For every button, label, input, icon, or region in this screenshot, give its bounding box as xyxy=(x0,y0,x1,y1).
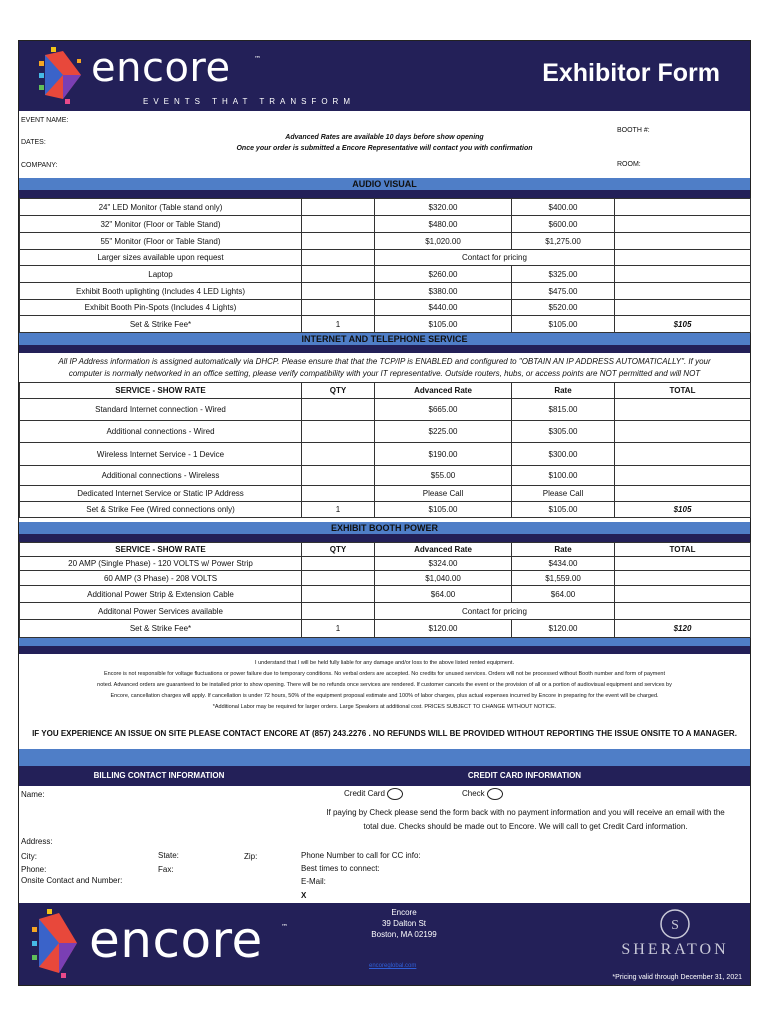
col-total: TOTAL xyxy=(615,543,751,557)
advanced-rate-cell: $380.00 xyxy=(375,283,512,300)
form-header xyxy=(19,41,750,111)
qty-cell[interactable] xyxy=(302,233,375,250)
item-cell: Dedicated Internet Service or Static IP Address xyxy=(20,486,302,502)
qty-cell[interactable] xyxy=(302,571,375,586)
advanced-rate-cell: $55.00 xyxy=(375,466,512,486)
address-city: Boston, MA 02199 xyxy=(371,930,437,939)
credit-card-label: Credit Card xyxy=(344,789,385,799)
total-cell[interactable] xyxy=(615,421,751,443)
rate-cell: $325.00 xyxy=(512,266,615,283)
total-cell[interactable] xyxy=(615,283,751,300)
rate-cell: $64.00 xyxy=(512,586,615,603)
total-cell[interactable] xyxy=(615,266,751,283)
state-label: State: xyxy=(158,851,179,860)
item-cell: Standard Internet connection - Wired xyxy=(20,399,302,421)
table-row xyxy=(20,199,751,216)
item-cell: 32" Monitor (Floor or Table Stand) xyxy=(20,216,302,233)
advanced-rate-cell: Please Call xyxy=(375,486,512,502)
table-row xyxy=(20,283,751,300)
check-instructions-line2: total due. Checks should be made out to Encore. We will call to get Credit Card information. xyxy=(363,822,688,831)
qty-cell[interactable] xyxy=(302,300,375,316)
rate-cell: $305.00 xyxy=(512,421,615,443)
section-divider-blue xyxy=(19,749,750,766)
advanced-rate-cell: $190.00 xyxy=(375,443,512,466)
pricing-validity-note: *Pricing valid through December 31, 2021 xyxy=(612,974,742,981)
rate-cell: $300.00 xyxy=(512,443,615,466)
section-divider xyxy=(19,190,750,198)
address-label: Address: xyxy=(21,837,53,846)
advanced-rate-cell: $1,040.00 xyxy=(375,571,512,586)
total-cell[interactable] xyxy=(615,466,751,486)
cc-phone-label: Phone Number to call for CC info: xyxy=(301,851,421,860)
qty-cell[interactable] xyxy=(302,486,375,502)
item-cell: Additonal Power Services available xyxy=(20,603,302,620)
rate-cell: $434.00 xyxy=(512,557,615,571)
col-advanced-rate: Advanced Rate xyxy=(375,543,512,557)
sheraton-crest-icon xyxy=(658,907,692,941)
room-label: ROOM: xyxy=(617,161,641,168)
total-cell[interactable] xyxy=(615,250,751,266)
qty-cell[interactable] xyxy=(302,250,375,266)
company-label: COMPANY: xyxy=(21,162,58,169)
sheraton-logo xyxy=(610,907,740,959)
advanced-rate-cell: $1,020.00 xyxy=(375,233,512,250)
qty-cell[interactable] xyxy=(302,466,375,486)
section-divider-blue xyxy=(19,638,750,646)
internet-table xyxy=(19,382,751,518)
qty-cell[interactable] xyxy=(302,443,375,466)
table-row xyxy=(20,399,751,421)
phone-label: Phone: xyxy=(21,865,47,874)
signature-mark: X xyxy=(301,891,307,900)
best-times-label: Best times to connect: xyxy=(301,864,380,873)
item-cell: Exhibit Booth Pin-Spots (Includes 4 Lights) xyxy=(20,300,302,316)
qty-cell[interactable]: 1 xyxy=(302,502,375,518)
table-row xyxy=(20,571,751,586)
table-row xyxy=(20,233,751,250)
credit-card-radio[interactable] xyxy=(387,788,403,800)
total-cell[interactable]: $105 xyxy=(615,502,751,518)
table-row xyxy=(20,603,751,620)
terms-line4: Encore, cancellation charges will apply. If cancellation is under 72 hours, 50% of the equipment proposal estimate and 100% of labor charges, plus actual expenses incurred by Encore in preparing for the event will be charged. xyxy=(110,693,659,699)
table-row xyxy=(20,557,751,571)
confirmation-note: Once your order is submitted a Encore Representative will contact you with confirmation xyxy=(236,145,533,152)
total-cell[interactable] xyxy=(615,216,751,233)
item-cell: Set & Strike Fee (Wired connections only) xyxy=(20,502,302,518)
advanced-rate-note: Advanced Rates are available 10 days before show opening xyxy=(285,134,484,141)
advanced-rate-cell: $105.00 xyxy=(375,502,512,518)
issue-notice: IF YOU EXPERIENCE AN ISSUE ON SITE PLEASE CONTACT ENCORE AT (857) 243.2276 . NO REFUNDS WILL BE PROVIDED WITHOUT REPORTING THE ISSUE ONSITE TO A MANAGER. xyxy=(32,729,737,738)
form-title: Exhibitor Form xyxy=(542,59,720,87)
qty-cell[interactable] xyxy=(302,421,375,443)
section-divider xyxy=(19,534,750,542)
fax-label: Fax: xyxy=(158,865,174,874)
encore-logo-icon xyxy=(31,909,83,979)
rate-cell: $475.00 xyxy=(512,283,615,300)
total-cell[interactable] xyxy=(615,399,751,421)
rate-cell: $105.00 xyxy=(512,502,615,518)
section-divider xyxy=(19,646,750,654)
advanced-rate-cell: $440.00 xyxy=(375,300,512,316)
total-cell[interactable] xyxy=(615,557,751,571)
col-service: SERVICE - SHOW RATE xyxy=(20,383,302,399)
qty-cell[interactable] xyxy=(302,283,375,300)
item-cell: Larger sizes available upon request xyxy=(20,250,302,266)
check-radio[interactable] xyxy=(487,788,503,800)
audio-visual-heading: AUDIO VISUAL xyxy=(19,178,750,190)
qty-cell[interactable] xyxy=(302,266,375,283)
item-cell: Exhibit Booth uplighting (Includes 4 LED Lights) xyxy=(20,283,302,300)
audio-visual-table xyxy=(19,198,751,333)
total-cell[interactable] xyxy=(615,300,751,316)
total-cell[interactable] xyxy=(615,586,751,603)
rate-cell: $815.00 xyxy=(512,399,615,421)
terms-line3: noted. Advanced orders are guaranteed to be installed prior to show opening. There will be no refunds once services are rendered. If customer cancels the event or the provision of all or a portion of audiovisual equipment and services by xyxy=(97,682,672,688)
col-total: TOTAL xyxy=(615,383,751,399)
section-divider xyxy=(19,345,750,353)
dhcp-note-line2: computer is normally networked in an office setting, please verify compatibility with your IT representative. Outside routers, hubs, or access points are NOT permitted and will NOT xyxy=(68,369,701,378)
advanced-rate-cell: $64.00 xyxy=(375,586,512,603)
table-row xyxy=(20,502,751,518)
rate-cell: $105.00 xyxy=(512,316,615,333)
table-row xyxy=(20,466,751,486)
col-service: SERVICE - SHOW RATE xyxy=(20,543,302,557)
check-label: Check xyxy=(462,789,485,799)
advanced-rate-cell: $105.00 xyxy=(375,316,512,333)
rate-cell: $1,559.00 xyxy=(512,571,615,586)
pricing-cell: Contact for pricing xyxy=(375,250,615,266)
booth-label: BOOTH #: xyxy=(617,127,650,134)
check-option[interactable] xyxy=(462,788,503,800)
col-qty: QTY xyxy=(302,383,375,399)
advanced-rate-cell: $120.00 xyxy=(375,620,512,638)
item-cell: 60 AMP (3 Phase) - 208 VOLTS xyxy=(20,571,302,586)
table-row xyxy=(20,216,751,233)
terms-line2: Encore is not responsible for voltage fluctuations or power failure due to temporary conditions. No verbal orders are accepted. No credits for unused services. Orders will not be processed without Booth number and form of payment xyxy=(104,671,665,677)
table-row xyxy=(20,300,751,316)
check-instructions-line1: If paying by Check please send the form back with no payment information and you will receive an email with the xyxy=(326,808,725,817)
advanced-rate-cell: $320.00 xyxy=(375,199,512,216)
address-street: 39 Dalton St xyxy=(381,919,427,928)
dhcp-note-line1: All IP Address information is assigned automatically via DHCP. Please ensure that that the TCP/IP is ENABLED and configured to "OBTAIN AN IP ADDRESS AUTOMATICALLY". If your xyxy=(58,357,711,366)
footer xyxy=(19,903,750,985)
item-cell: Additional connections - Wired xyxy=(20,421,302,443)
table-row xyxy=(20,443,751,466)
address-company: Encore xyxy=(391,908,417,917)
total-cell[interactable] xyxy=(615,571,751,586)
table-row xyxy=(20,586,751,603)
rate-cell: $120.00 xyxy=(512,620,615,638)
rate-cell: $1,275.00 xyxy=(512,233,615,250)
qty-cell[interactable]: 1 xyxy=(302,620,375,638)
item-cell: 20 AMP (Single Phase) - 120 VOLTS w/ Power Strip xyxy=(20,557,302,571)
total-cell[interactable] xyxy=(615,233,751,250)
total-cell[interactable] xyxy=(615,443,751,466)
brand-name: encore xyxy=(91,45,231,91)
item-cell: Additional Power Strip & Extension Cable xyxy=(20,586,302,603)
rate-cell: $520.00 xyxy=(512,300,615,316)
website-link[interactable]: encoreglobal.com xyxy=(369,963,417,969)
zip-label: Zip: xyxy=(244,852,258,861)
rate-cell: $100.00 xyxy=(512,466,615,486)
rate-cell: $400.00 xyxy=(512,199,615,216)
pricing-cell: Contact for pricing xyxy=(375,603,615,620)
address-block xyxy=(329,907,479,940)
total-cell[interactable] xyxy=(615,603,751,620)
advanced-rate-cell: $324.00 xyxy=(375,557,512,571)
col-rate: Rate xyxy=(512,383,615,399)
total-cell[interactable]: $120 xyxy=(615,620,751,638)
item-cell: 55" Monitor (Floor or Table Stand) xyxy=(20,233,302,250)
qty-cell[interactable] xyxy=(302,199,375,216)
table-row xyxy=(20,620,751,638)
terms-line5: *Additional Labor may be required for larger orders. Large Speakers at additional cost. PRICES SUBJECT TO CHANGE WITHOUT NOTICE. xyxy=(212,704,557,710)
sheraton-crest-letter: S xyxy=(671,918,679,933)
table-row xyxy=(20,486,751,502)
total-cell[interactable]: $105 xyxy=(615,316,751,333)
terms-line1: I understand that I will be held fully liable for any damage and/or loss to the above listed rented equipment. xyxy=(255,660,514,666)
qty-cell[interactable] xyxy=(302,603,375,620)
power-heading: EXHIBIT BOOTH POWER xyxy=(19,522,750,534)
advanced-rate-cell: $480.00 xyxy=(375,216,512,233)
item-cell: Set & Strike Fee* xyxy=(20,316,302,333)
exhibitor-form-sheet xyxy=(18,40,751,986)
credit-card-option[interactable] xyxy=(344,788,403,800)
qty-cell[interactable] xyxy=(302,216,375,233)
rate-cell: $600.00 xyxy=(512,216,615,233)
email-label: E-Mail: xyxy=(301,877,326,886)
total-cell[interactable] xyxy=(615,199,751,216)
advanced-rate-cell: $260.00 xyxy=(375,266,512,283)
power-table xyxy=(19,542,751,638)
qty-cell[interactable] xyxy=(302,399,375,421)
total-cell[interactable] xyxy=(615,486,751,502)
item-cell: Laptop xyxy=(20,266,302,283)
item-cell: Set & Strike Fee* xyxy=(20,620,302,638)
event-name-label: EVENT NAME: xyxy=(21,117,69,124)
col-qty: QTY xyxy=(302,543,375,557)
name-label: Name: xyxy=(21,790,45,799)
item-cell: 24" LED Monitor (Table stand only) xyxy=(20,199,302,216)
credit-card-heading: CREDIT CARD INFORMATION xyxy=(299,766,750,786)
footer-brand-name: encore xyxy=(89,911,263,969)
billing-heading: BILLING CONTACT INFORMATION xyxy=(19,766,299,786)
sheraton-wordmark: SHERATON xyxy=(621,941,729,958)
tagline: EVENTS THAT TRANSFORM xyxy=(143,97,355,106)
dates-label: DATES: xyxy=(21,139,46,146)
qty-cell[interactable] xyxy=(302,586,375,603)
qty-cell[interactable] xyxy=(302,557,375,571)
city-label: City: xyxy=(21,852,37,861)
table-row xyxy=(20,421,751,443)
onsite-contact-label: Onsite Contact and Number: xyxy=(21,876,123,885)
footer-trademark: ™ xyxy=(281,923,289,931)
table-row xyxy=(20,316,751,333)
advanced-rate-cell: $225.00 xyxy=(375,421,512,443)
rate-cell: Please Call xyxy=(512,486,615,502)
trademark-mark: ™ xyxy=(254,55,262,63)
table-row xyxy=(20,250,751,266)
qty-cell[interactable]: 1 xyxy=(302,316,375,333)
internet-heading: INTERNET AND TELEPHONE SERVICE xyxy=(19,333,750,345)
col-advanced-rate: Advanced Rate xyxy=(375,383,512,399)
encore-logo-icon xyxy=(37,47,87,105)
table-row xyxy=(20,266,751,283)
item-cell: Additional connections - Wireless xyxy=(20,466,302,486)
advanced-rate-cell: $665.00 xyxy=(375,399,512,421)
col-rate: Rate xyxy=(512,543,615,557)
item-cell: Wireless Internet Service - 1 Device xyxy=(20,443,302,466)
